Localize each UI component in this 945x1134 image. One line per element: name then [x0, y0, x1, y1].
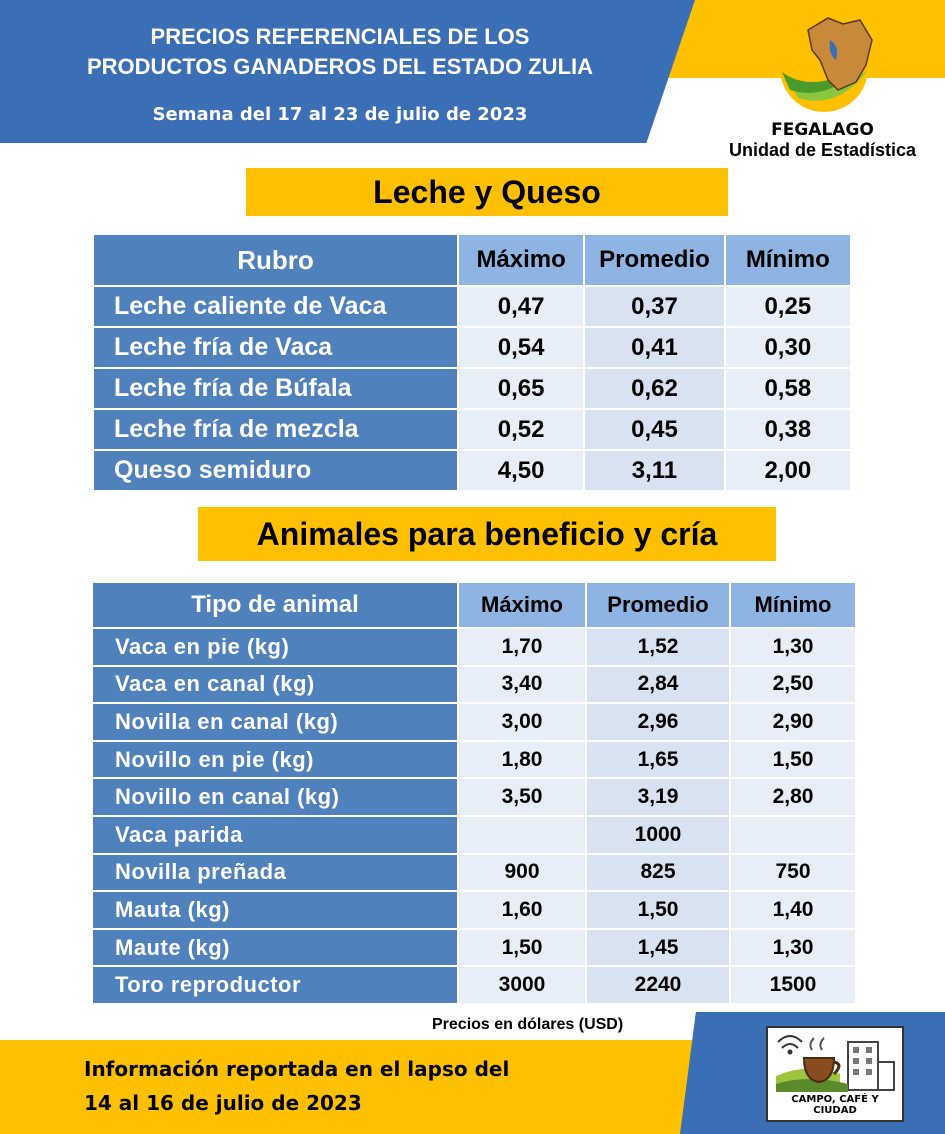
col-header-avg: Promedio [585, 235, 723, 285]
cell-min: 2,50 [731, 667, 855, 703]
cell-avg: 0,41 [585, 328, 723, 367]
animal-row [93, 742, 855, 778]
col-header-max: Máximo [459, 583, 585, 627]
cell-avg: 3,11 [585, 451, 723, 490]
col-header-avg: Promedio [587, 583, 729, 627]
row-label: Maute (kg) [93, 930, 457, 966]
row-label: Vaca en canal (kg) [93, 667, 457, 703]
row-label: Novilla en canal (kg) [93, 704, 457, 740]
cell-min: 1,30 [731, 629, 855, 665]
animal-row [93, 967, 855, 1003]
row-label: Leche fría de Vaca [94, 328, 457, 367]
brand-unit: Unidad de Estadística [728, 140, 917, 160]
brand-block [700, 120, 945, 160]
leche-header-row [94, 235, 850, 285]
animal-row [93, 930, 855, 966]
cell-max: 3,00 [459, 704, 585, 740]
cell-min: 1,50 [731, 742, 855, 778]
cell-max: 3,50 [459, 779, 585, 815]
animal-row [93, 704, 855, 740]
row-label: Leche fría de mezcla [94, 410, 457, 449]
leche-row [94, 410, 850, 449]
animal-row [93, 779, 855, 815]
cell-min: 2,90 [731, 704, 855, 740]
row-label: Vaca en pie (kg) [93, 629, 457, 665]
row-label: Toro reproductor [93, 967, 457, 1003]
cell-max: 900 [459, 855, 585, 891]
footer-line-2: 14 al 16 de julio de 2023 [84, 1091, 362, 1115]
row-label: Vaca parida [93, 817, 457, 853]
cell-avg: 2,84 [587, 667, 729, 703]
campo-cafe-ciudad-badge [766, 1026, 904, 1122]
leche-row [94, 451, 850, 490]
animales-table [91, 581, 857, 1005]
cell-min: 0,58 [726, 369, 850, 408]
cell-avg: 1000 [587, 817, 729, 853]
cell-min: 2,00 [726, 451, 850, 490]
cell-avg: 1,65 [587, 742, 729, 778]
animal-row [93, 855, 855, 891]
cell-max: 1,80 [459, 742, 585, 778]
cell-max: 3,40 [459, 667, 585, 703]
leche-table [92, 233, 852, 492]
cell-min: 1500 [731, 967, 855, 1003]
cell-avg: 1,52 [587, 629, 729, 665]
cell-max [459, 817, 585, 853]
cell-max: 0,52 [459, 410, 583, 449]
cell-min: 1,40 [731, 892, 855, 928]
col-header-tipo: Tipo de animal [93, 583, 457, 627]
cell-avg: 2,96 [587, 704, 729, 740]
currency-note: Precios en dólares (USD) [432, 1016, 624, 1033]
brand-name: FEGALAGO [771, 120, 874, 140]
leche-row [94, 328, 850, 367]
col-header-rubro: Rubro [94, 235, 457, 285]
cell-avg: 0,62 [585, 369, 723, 408]
animal-row [93, 629, 855, 665]
col-header-min: Mínimo [726, 235, 850, 285]
row-label: Novillo en canal (kg) [93, 779, 457, 815]
cell-max: 3000 [459, 967, 585, 1003]
page-title [0, 22, 680, 82]
row-label: Queso semiduro [94, 451, 457, 490]
cell-avg: 1,50 [587, 892, 729, 928]
cell-max: 4,50 [459, 451, 583, 490]
title-line-2: PRODUCTOS GANADEROS DEL ESTADO ZULIA [86, 54, 594, 79]
cell-min: 2,80 [731, 779, 855, 815]
row-label: Mauta (kg) [93, 892, 457, 928]
row-label: Novillo en pie (kg) [93, 742, 457, 778]
leche-row [94, 287, 850, 326]
col-header-min: Mínimo [731, 583, 855, 627]
cell-min: 0,30 [726, 328, 850, 367]
week-range: Semana del 17 al 23 de julio de 2023 [152, 104, 528, 125]
section-title-leche: Leche y Queso [246, 168, 728, 216]
cell-avg: 0,45 [585, 410, 723, 449]
title-line-1: PRECIOS REFERENCIALES DE LOS [150, 24, 530, 49]
row-label: Leche caliente de Vaca [94, 287, 457, 326]
row-label: Leche fría de Búfala [94, 369, 457, 408]
footer-info [84, 1052, 509, 1120]
cell-min [731, 817, 855, 853]
section-title-animales: Animales para beneficio y cría [198, 507, 776, 561]
cell-avg: 2240 [587, 967, 729, 1003]
cell-avg: 1,45 [587, 930, 729, 966]
cell-min: 0,25 [726, 287, 850, 326]
leche-row [94, 369, 850, 408]
cell-avg: 3,19 [587, 779, 729, 815]
footer-line-1: Información reportada en el lapso del [84, 1057, 510, 1081]
cell-max: 1,70 [459, 629, 585, 665]
cell-min: 1,30 [731, 930, 855, 966]
animal-row [93, 817, 855, 853]
cell-max: 1,60 [459, 892, 585, 928]
animal-row [93, 892, 855, 928]
cell-max: 1,50 [459, 930, 585, 966]
cell-min: 0,38 [726, 410, 850, 449]
row-label: Novilla preñada [93, 855, 457, 891]
cell-avg: 0,37 [585, 287, 723, 326]
cell-max: 0,47 [459, 287, 583, 326]
cell-avg: 825 [587, 855, 729, 891]
fegalago-logo [768, 10, 883, 120]
animales-header-row [93, 583, 855, 627]
animal-row [93, 667, 855, 703]
cell-max: 0,65 [459, 369, 583, 408]
col-header-max: Máximo [459, 235, 583, 285]
cell-max: 0,54 [459, 328, 583, 367]
cell-min: 750 [731, 855, 855, 891]
badge-label: CAMPO, CAFÉ Y CIUDAD [791, 1094, 879, 1116]
